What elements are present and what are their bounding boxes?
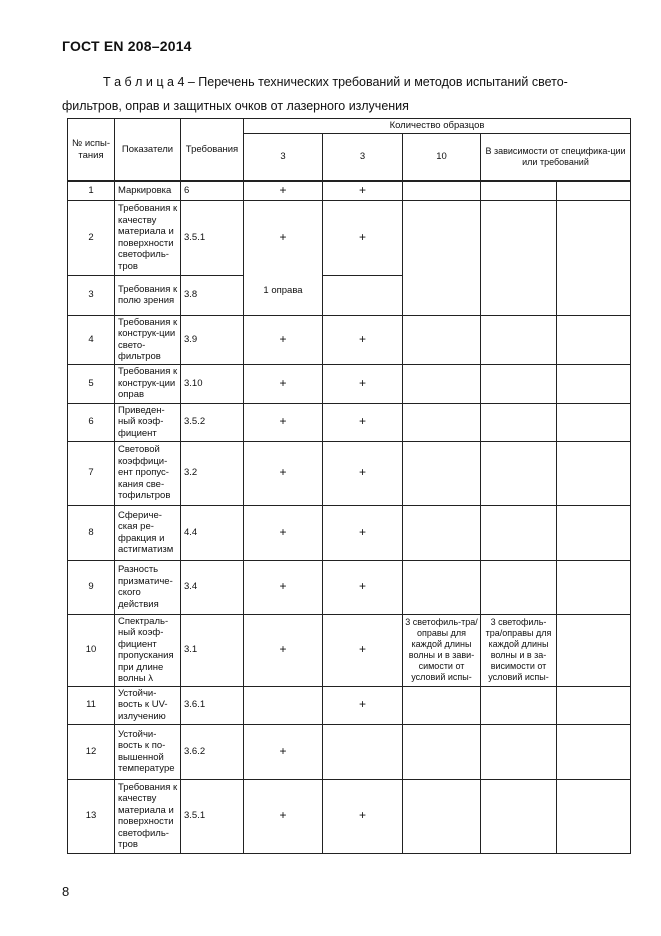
cell-sample-5 [557, 364, 631, 403]
cell-sample-1: + [244, 441, 323, 505]
cell-sample-3 [403, 505, 481, 560]
cell-requirement: 3.4 [181, 560, 244, 614]
document-header: ГОСТ EN 208–2014 [62, 38, 192, 54]
cell-indicator: Маркировка [115, 181, 181, 200]
cell-sample-5 [557, 779, 631, 853]
cell-num: 3 [68, 275, 115, 315]
cell-requirement: 3.1 [181, 614, 244, 686]
cell-sample-1: + [244, 505, 323, 560]
cell-requirement: 3.6.1 [181, 686, 244, 724]
cell-sample-3 [403, 403, 481, 441]
cell-sample-2: + [323, 614, 403, 686]
cell-sample-3 [403, 315, 481, 364]
caption-line-1: Т а б л и ц а 4 – Перечень технических требований и методов испытаний свето- [103, 75, 568, 89]
table-row [68, 560, 631, 614]
cell-sample-4 [481, 686, 557, 724]
cell-sample-4 [481, 441, 557, 505]
cell-sample-1: + [244, 779, 323, 853]
cell-requirement: 3.8 [181, 275, 244, 315]
cell-num: 5 [68, 364, 115, 403]
header-samples-2: 3 [323, 134, 403, 182]
header-samples-1: 3 [244, 134, 323, 182]
cell-sample-2: + [323, 686, 403, 724]
cell-sample-4 [481, 200, 557, 275]
cell-sample-4: 3 светофиль-тра/оправы для каждой длины волны и в за-висимости от условий испы- [481, 614, 557, 686]
cell-sample-2: + [323, 505, 403, 560]
cell-num: 13 [68, 779, 115, 853]
cell-sample-2: + [323, 181, 403, 200]
cell-num: 2 [68, 200, 115, 275]
cell-indicator: Требования к конструк-ции свето-фильтров [115, 315, 181, 364]
cell-indicator: Требования к полю зрения [115, 275, 181, 315]
table-row [68, 403, 631, 441]
cell-sample-1: + [244, 315, 323, 364]
cell-sample-1: + [244, 200, 323, 275]
cell-sample-5 [557, 275, 631, 315]
page-number: 8 [62, 884, 70, 899]
cell-requirement: 3.2 [181, 441, 244, 505]
cell-sample-3 [403, 200, 481, 275]
cell-indicator: Сфериче-ская ре-фракция и астигматизм [115, 505, 181, 560]
cell-sample-4 [481, 364, 557, 403]
cell-sample-1: 1 оправа [244, 275, 323, 315]
cell-num: 9 [68, 560, 115, 614]
cell-requirement: 3.5.1 [181, 200, 244, 275]
cell-sample-2: + [323, 200, 403, 275]
header-samples-3: 10 [403, 134, 481, 182]
cell-sample-2: + [323, 560, 403, 614]
cell-sample-1 [244, 686, 323, 724]
table-row [68, 441, 631, 505]
table-row [68, 364, 631, 403]
cell-sample-4 [481, 505, 557, 560]
cell-sample-4 [481, 275, 557, 315]
cell-sample-4 [481, 779, 557, 853]
cell-sample-4 [481, 724, 557, 779]
cell-sample-3 [403, 560, 481, 614]
cell-requirement: 3.5.1 [181, 779, 244, 853]
cell-sample-2: + [323, 441, 403, 505]
cell-indicator: Разность призматиче-ского действия [115, 560, 181, 614]
cell-sample-2 [323, 275, 403, 315]
cell-requirement: 4.4 [181, 505, 244, 560]
cell-sample-3 [403, 364, 481, 403]
cell-num: 7 [68, 441, 115, 505]
cell-indicator: Световой коэффици-ент пропус-кания све-тофильтров [115, 441, 181, 505]
cell-sample-5 [557, 614, 631, 686]
table-row [68, 779, 631, 853]
requirements-table [67, 118, 631, 854]
table-row [68, 181, 631, 200]
table-row [68, 686, 631, 724]
cell-num: 6 [68, 403, 115, 441]
cell-sample-4 [481, 181, 557, 200]
cell-sample-2: + [323, 315, 403, 364]
cell-sample-5 [557, 200, 631, 275]
cell-indicator: Приведен-ный коэф-фициент [115, 403, 181, 441]
cell-sample-5 [557, 403, 631, 441]
cell-indicator: Требования к конструк-ции оправ [115, 364, 181, 403]
cell-indicator: Требования к качеству материала и поверхности светофиль-тров [115, 779, 181, 853]
cell-num: 8 [68, 505, 115, 560]
cell-sample-5 [557, 315, 631, 364]
cell-sample-4 [481, 560, 557, 614]
cell-sample-5 [557, 686, 631, 724]
cell-sample-3 [403, 441, 481, 505]
cell-indicator: Спектраль-ный коэф-фициент пропускания при длине волны λ [115, 614, 181, 686]
header-requirements: Требования [181, 119, 244, 182]
cell-requirement: 3.6.2 [181, 724, 244, 779]
cell-indicator: Требования к качеству материала и поверхности светофиль-тров [115, 200, 181, 275]
header-samples-4: В зависимости от специфика-ции или требований [481, 134, 631, 182]
cell-sample-5 [557, 181, 631, 200]
cell-sample-3 [403, 724, 481, 779]
cell-sample-2: + [323, 779, 403, 853]
cell-sample-2 [323, 724, 403, 779]
cell-sample-5 [557, 560, 631, 614]
header-sample-count: Количество образцов [244, 119, 631, 134]
cell-num: 12 [68, 724, 115, 779]
cell-indicator: Устойчи-вость к UV-излучению [115, 686, 181, 724]
table-row [68, 724, 631, 779]
cell-requirement: 3.9 [181, 315, 244, 364]
cell-num: 11 [68, 686, 115, 724]
table-row [68, 200, 631, 275]
cell-requirement: 6 [181, 181, 244, 200]
table-row [68, 275, 631, 315]
cell-sample-3 [403, 686, 481, 724]
cell-num: 1 [68, 181, 115, 200]
table-row [68, 315, 631, 364]
cell-num: 10 [68, 614, 115, 686]
cell-sample-2: + [323, 403, 403, 441]
caption-line-2: фильтров, оправ и защитных очков от лазерного излучения [62, 99, 409, 113]
cell-num: 4 [68, 315, 115, 364]
cell-sample-1: + [244, 560, 323, 614]
table-row [68, 614, 631, 686]
cell-requirement: 3.10 [181, 364, 244, 403]
cell-sample-1: + [244, 181, 323, 200]
cell-sample-5 [557, 724, 631, 779]
cell-sample-1: + [244, 724, 323, 779]
cell-requirement: 3.5.2 [181, 403, 244, 441]
cell-sample-5 [557, 505, 631, 560]
cell-sample-4 [481, 315, 557, 364]
header-indicators: Показатели [115, 119, 181, 182]
cell-indicator: Устойчи-вость к по-вышенной температуре [115, 724, 181, 779]
cell-sample-5 [557, 441, 631, 505]
cell-sample-1: + [244, 403, 323, 441]
cell-sample-4 [481, 403, 557, 441]
cell-sample-3 [403, 181, 481, 200]
table-caption [62, 70, 622, 118]
cell-sample-1: + [244, 614, 323, 686]
table-row [68, 505, 631, 560]
cell-sample-3 [403, 779, 481, 853]
cell-sample-3 [403, 275, 481, 315]
cell-sample-2: + [323, 364, 403, 403]
cell-sample-3: 3 светофиль-тра/оправы для каждой длины волны и в зави-симости от условий испы- [403, 614, 481, 686]
cell-sample-1: + [244, 364, 323, 403]
header-test-number: № испы-тания [68, 119, 115, 182]
